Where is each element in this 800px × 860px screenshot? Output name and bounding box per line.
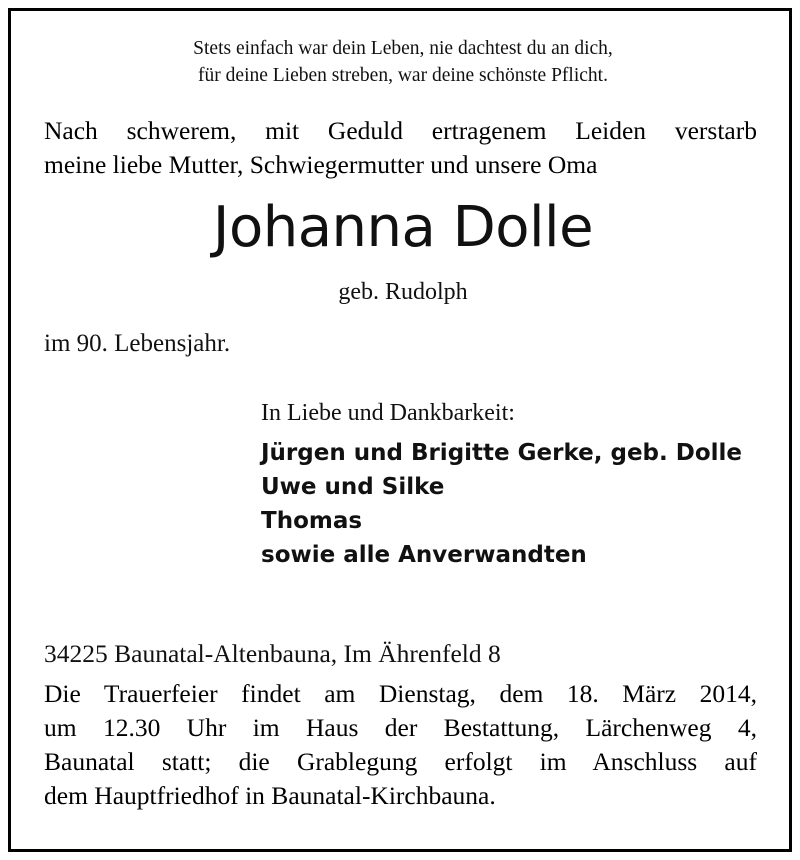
- maiden-name: geb. Rudolph: [338, 279, 468, 305]
- address: 34225 Baunatal-Altenbauna, Im Ährenfeld 8: [44, 639, 501, 668]
- funeral-line: dem Hauptfriedhof in Baunatal-Kirchbauna.: [44, 781, 496, 810]
- funeral-line: Baunatal statt; die Grablegung erfolgt im Anschluss auf: [44, 747, 757, 776]
- age-text: im 90. Lebensjahr.: [44, 330, 231, 357]
- intro-text: [44, 114, 757, 182]
- mourner-name: Jürgen und Brigitte Gerke, geb. Dolle: [261, 440, 743, 466]
- deceased-name: Johanna Dolle: [212, 195, 594, 260]
- intro-line-1: Nach schwerem, mit Geduld ertragenem Leiden verstarb: [44, 116, 757, 145]
- mourner-name: Thomas: [261, 508, 363, 534]
- mourner-name: sowie alle Anverwandten: [261, 542, 587, 568]
- funeral-line: Die Trauerfeier findet am Dienstag, dem 18. März 2014,: [44, 679, 757, 708]
- intro-line-2: meine liebe Mutter, Schwiegermutter und unsere Oma: [44, 150, 598, 179]
- verse-line-1: Stets einfach war dein Leben, nie dachtest du an dich,: [193, 38, 613, 59]
- funeral-details: [44, 677, 757, 813]
- mourner-name: Uwe und Silke: [261, 474, 445, 500]
- funeral-line: um 12.30 Uhr im Haus der Bestattung, Lärchenweg 4,: [44, 713, 757, 742]
- verse-line-2: für deine Lieben streben, war deine schönste Pflicht.: [198, 65, 608, 86]
- obituary-notice: [8, 8, 792, 852]
- mourners-heading: In Liebe und Dankbarkeit:: [261, 400, 515, 426]
